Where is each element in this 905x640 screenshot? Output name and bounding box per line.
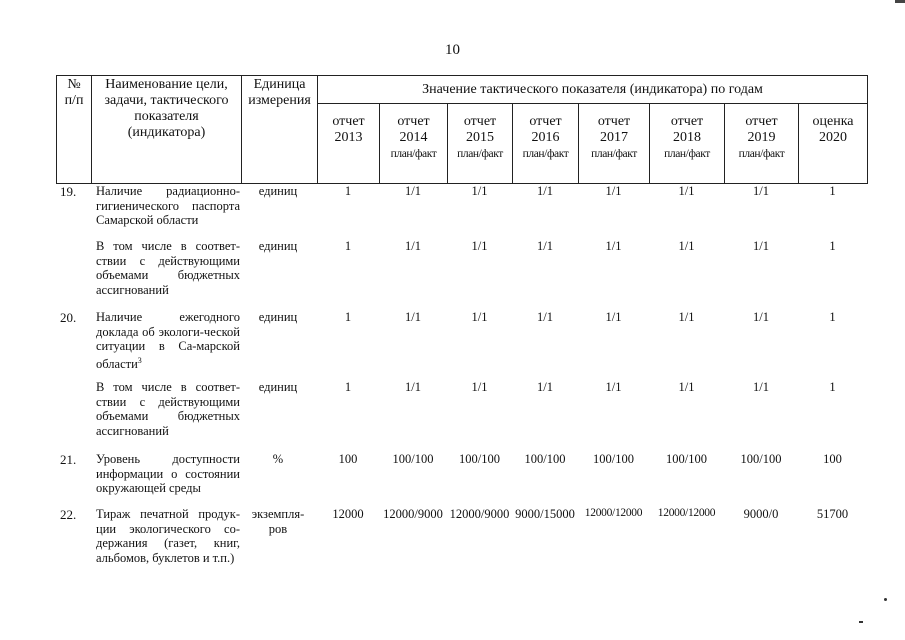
value-2015: 1/1: [471, 380, 488, 394]
value-2014: 1/1: [405, 239, 421, 253]
value-2013: 100: [338, 452, 358, 466]
row-number: 22.: [60, 507, 77, 522]
table-row: [56, 380, 867, 460]
value-2019: 100/100: [740, 452, 782, 466]
value-2015: 100/100: [459, 452, 500, 466]
value-2016: 9000/15000: [515, 507, 575, 521]
unit-cell: единиц: [258, 310, 298, 324]
value-2015: 1/1: [471, 239, 488, 253]
value-2016: 1/1: [537, 184, 553, 198]
value-2020: 51700: [816, 507, 849, 521]
value-2015: 1/1: [471, 184, 488, 198]
value-2017: 100/100: [593, 452, 634, 466]
footnote-mark: 3: [137, 355, 142, 365]
header-year-2015: отчет 2015 план/факт: [448, 104, 513, 184]
value-2017: 1/1: [605, 184, 622, 198]
header-year-2017: отчет 2017 план/факт: [579, 104, 650, 184]
value-2018: 1/1: [678, 239, 695, 253]
value-2019: 1/1: [753, 184, 769, 198]
header-year-2020: оценка 2020: [799, 104, 868, 184]
scan-speck: [884, 598, 887, 601]
value-2016: 1/1: [537, 310, 553, 324]
value-2018: 12000/12000: [657, 507, 716, 519]
value-2018: 1/1: [678, 310, 695, 324]
indicator-name: Наличие радиационно-гигиенического паспорта Самарской области: [96, 184, 240, 227]
unit-cell: единиц: [258, 239, 298, 253]
header-values-title: Значение тактического показателя (индикатора) по годам: [318, 76, 868, 104]
unit-cell: единиц: [258, 380, 298, 394]
value-2019: 9000/0: [743, 507, 779, 521]
unit-cell: %: [272, 452, 284, 466]
value-2015: 12000/9000: [449, 507, 510, 521]
value-2020: 1: [829, 310, 836, 324]
indicator-name: Уровень доступности информации о состоянии окружающей среды: [96, 452, 240, 495]
header-year-2014: отчет 2014 план/факт: [380, 104, 448, 184]
header-year-2019: отчет 2019 план/факт: [725, 104, 799, 184]
value-2016: 1/1: [537, 380, 553, 394]
value-2017: 1/1: [605, 380, 622, 394]
header-year-2016: отчет 2016 план/факт: [513, 104, 579, 184]
value-2019: 1/1: [753, 239, 769, 253]
header-num-cell: № п/п: [57, 76, 92, 184]
value-2014: 1/1: [405, 380, 421, 394]
value-2018: 1/1: [678, 184, 695, 198]
table-row: [56, 239, 867, 319]
corner-mark: [895, 0, 905, 3]
value-2016: 1/1: [537, 239, 553, 253]
scan-speck: [859, 621, 863, 623]
header-name-cell: Наименование цели, задачи, тактического показателя (индикатора): [92, 76, 242, 184]
value-2018: 1/1: [678, 380, 695, 394]
unit-cell: экземпля-ров: [251, 507, 305, 536]
value-2020: 1: [829, 380, 836, 394]
value-2014: 100/100: [392, 452, 434, 466]
value-2020: 100: [823, 452, 842, 466]
value-2014: 12000/9000: [383, 507, 443, 521]
value-2014: 1/1: [405, 310, 421, 324]
value-2014: 1/1: [405, 184, 421, 198]
indicator-name: В том числе в соответ-ствии с действующими объемами бюджетных ассигнований: [96, 380, 240, 438]
value-2017: 1/1: [605, 310, 622, 324]
header-year-2013: отчет 2013: [318, 104, 380, 184]
unit-cell: единиц: [258, 184, 298, 198]
value-2013: 1: [344, 310, 352, 324]
value-2018: 100/100: [666, 452, 707, 466]
value-2017: 12000/12000: [584, 507, 643, 519]
value-2013: 12000: [332, 507, 364, 521]
indicator-name: Наличие ежегодного доклада об экологи-ческой ситуации в Са-марской области$^3$: [96, 310, 240, 371]
indicator-name: В том числе в соответ-ствии с действующими объемами бюджетных ассигнований: [96, 239, 240, 297]
row-number: 19.: [60, 184, 77, 199]
table-header: [56, 75, 868, 184]
indicator-name: Тираж печатной продук-ции экологического со-держания (газет, книг, альбомов, буклетов и т.п.): [96, 507, 240, 565]
header-unit-cell: Единица измерения: [242, 76, 318, 184]
table-row: [56, 507, 867, 587]
value-2016: 100/100: [524, 452, 566, 466]
value-2017: 1/1: [605, 239, 622, 253]
value-2020: 1: [829, 184, 836, 198]
value-2019: 1/1: [753, 310, 769, 324]
value-2013: 1: [344, 239, 352, 253]
row-number: 21.: [60, 452, 77, 467]
value-2013: 1: [344, 184, 352, 198]
page-number: 10: [445, 42, 460, 58]
value-2019: 1/1: [753, 380, 769, 394]
table-row: [56, 310, 867, 390]
value-2015: 1/1: [471, 310, 488, 324]
row-number: 20.: [60, 310, 77, 325]
value-2013: 1: [344, 380, 352, 394]
header-year-2018: отчет 2018 план/факт: [650, 104, 725, 184]
value-2020: 1: [829, 239, 836, 253]
